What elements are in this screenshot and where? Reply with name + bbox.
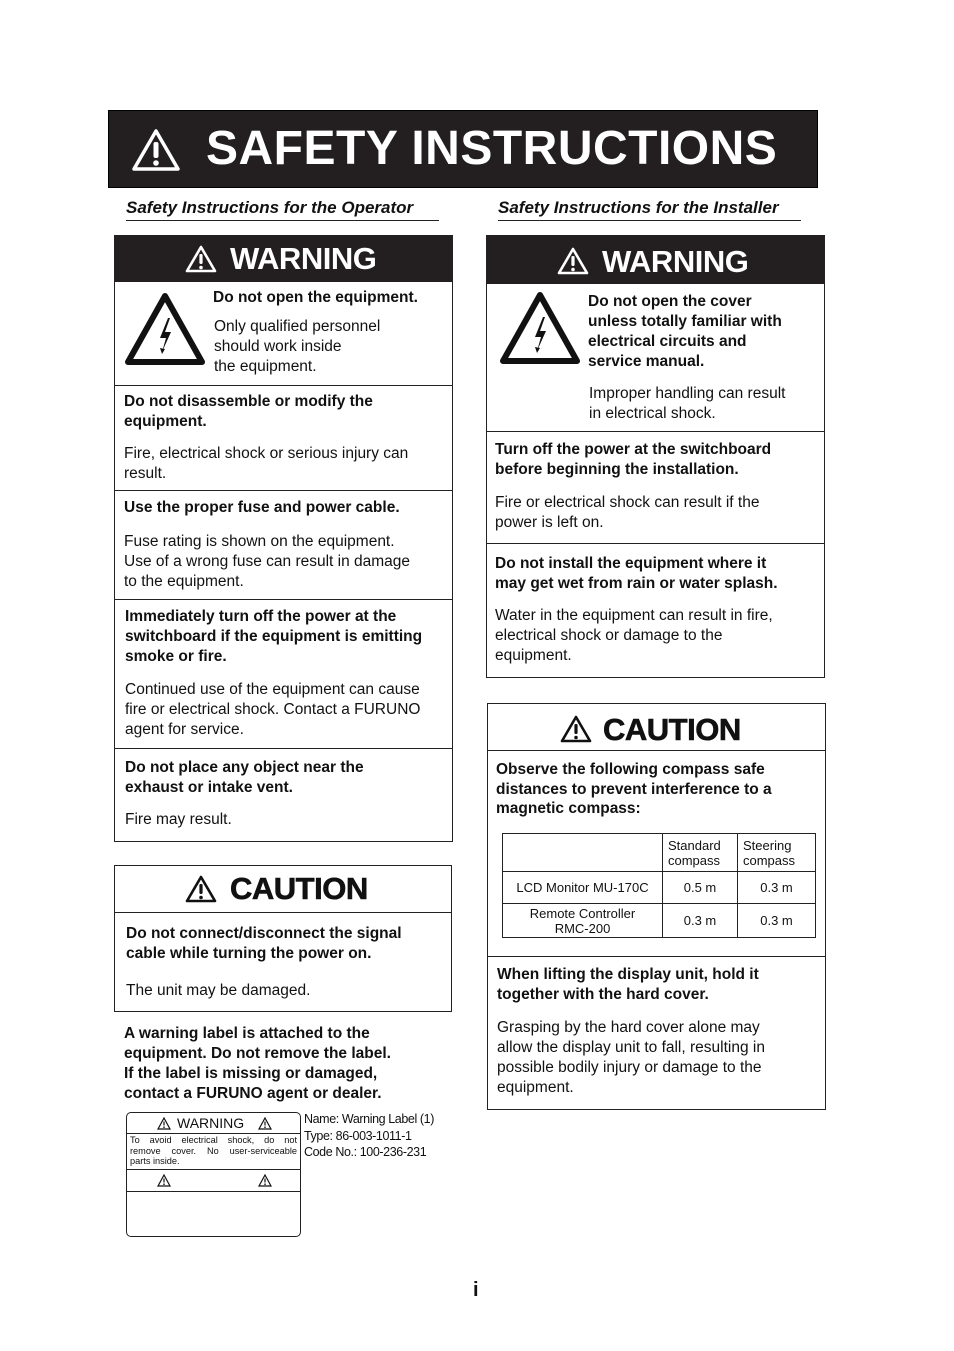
divider (127, 1169, 300, 1170)
operator-warning-item-1-title: Do not disassemble or modify the equipment. (124, 393, 373, 430)
warning-label-text: To avoid electrical shock, do not remove cover. No user-serviceable parts inside. (130, 1135, 297, 1166)
installer-heading: Safety Instructions for the Installer (498, 198, 801, 221)
operator-caution-header (115, 866, 451, 913)
installer-caution-header (488, 704, 825, 751)
installer-warning-item-1-text: Fire or electrical shock can result if the power is left on. (495, 494, 760, 531)
divider (115, 599, 452, 600)
operator-warning-item-0-text: Only qualified personnel should work inside the equipment. (214, 318, 381, 375)
table-cell: Remote Controller RMC-200 (503, 904, 663, 938)
warning-label-illustration (126, 1112, 301, 1237)
warning-triangle-icon (560, 715, 592, 743)
divider (115, 748, 452, 749)
operator-caution-box (114, 865, 452, 1012)
warning-label-info: Name: Warning Label (1) Type: 86-003-1011-1 Code No.: 100-236-231 (304, 1112, 434, 1159)
electric-shock-icon (499, 291, 581, 365)
operator-warning-item-0-title: Do not open the equipment. (213, 289, 418, 306)
table-cell: 0.3 m (663, 904, 738, 938)
operator-caution-label: CAUTION (230, 871, 368, 906)
table-header-cell: Steering compass (738, 834, 816, 872)
table-row (503, 872, 816, 904)
divider (487, 431, 824, 432)
installer-warning-item-2-text: Water in the equipment can result in fire, electrical shock or damage to the equipment. (495, 607, 773, 664)
divider (127, 1191, 300, 1192)
operator-warning-item-3-text: Continued use of the equipment can cause fire or electrical shock. Contact a FURUNO agent for service. (125, 681, 421, 738)
warning-triangle-icon (157, 1174, 171, 1187)
operator-warning-item-2-text: Fuse rating is shown on the equipment. Use of a wrong fuse can result in damage to the equipment. (124, 533, 411, 590)
installer-warning-item-2-title: Do not install the equipment where it may get wet from rain or water splash. (495, 555, 778, 592)
operator-warning-label: WARNING (230, 241, 377, 276)
table-header-cell (503, 834, 663, 872)
compass-distance-table (502, 833, 816, 938)
operator-warning-item-4-title: Do not place any object near the exhaust or intake vent. (125, 759, 364, 796)
operator-heading: Safety Instructions for the Operator (126, 198, 439, 221)
operator-warning-item-2-title: Use the proper fuse and power cable. (124, 499, 400, 516)
divider (115, 490, 452, 491)
electric-shock-icon (124, 292, 206, 366)
warning-triangle-icon (557, 247, 589, 275)
operator-caution-title: Do not connect/disconnect the signal cable while turning the power on. (126, 925, 402, 962)
operator-warning-item-4-text: Fire may result. (125, 811, 232, 828)
table-cell: LCD Monitor MU-170C (503, 872, 663, 904)
warning-triangle-icon (185, 245, 217, 273)
installer-warning-box (486, 235, 825, 678)
operator-warning-item-3-title: Immediately turn off the power at the switchboard if the equipment is emitting smoke or fire. (125, 608, 423, 665)
installer-warning-header (487, 236, 824, 284)
installer-warning-item-0-text: Improper handling can result in electrical shock. (589, 385, 786, 422)
divider (487, 543, 824, 544)
divider (115, 385, 452, 386)
warning-triangle-icon (258, 1117, 272, 1130)
divider (488, 956, 825, 957)
operator-warning-header (115, 236, 452, 282)
table-header-row (503, 834, 816, 872)
warning-label-header (127, 1113, 300, 1134)
operator-caution-text: The unit may be damaged. (126, 982, 311, 999)
table-row (503, 904, 816, 938)
installer-warning-item-0-title: Do not open the cover unless totally familiar with electrical circuits and service manual. (588, 293, 782, 370)
warning-triangle-icon (131, 128, 181, 172)
compass-distance-title: Observe the following compass safe distances to prevent interference to a magnetic compass: (496, 761, 772, 817)
operator-warning-box (114, 235, 453, 842)
lifting-title: When lifting the display unit, hold it together with the hard cover. (497, 966, 759, 1003)
lifting-text: Grasping by the hard cover alone may allow the display unit to fall, resulting in possible bodily injury or damage to the equipment. (497, 1019, 765, 1096)
installer-caution-label: CAUTION (603, 712, 741, 747)
page-number: i (473, 1279, 479, 1301)
table-cell: 0.3 m (738, 904, 816, 938)
warning-label-header-text: WARNING (177, 1115, 245, 1131)
operator-warning-item-1-text: Fire, electrical shock or serious injury can result. (124, 445, 409, 482)
warning-triangle-icon (157, 1117, 171, 1130)
installer-warning-item-1-title: Turn off the power at the switchboard before beginning the installation. (495, 441, 772, 478)
table-cell: 0.3 m (738, 872, 816, 904)
table-header-cell: Standard compass (663, 834, 738, 872)
installer-warning-label: WARNING (602, 244, 749, 279)
warning-triangle-icon (185, 875, 217, 903)
page-title: SAFETY INSTRUCTIONS (206, 122, 778, 175)
installer-caution-box (487, 703, 826, 1110)
warning-triangle-icon (258, 1174, 272, 1187)
warning-label-note: A warning label is attached to the equipment. Do not remove the label. If the label is missing or damaged, contact a FURUNO agent or dealer. (124, 1025, 391, 1102)
title-banner (108, 110, 818, 188)
table-cell: 0.5 m (663, 872, 738, 904)
